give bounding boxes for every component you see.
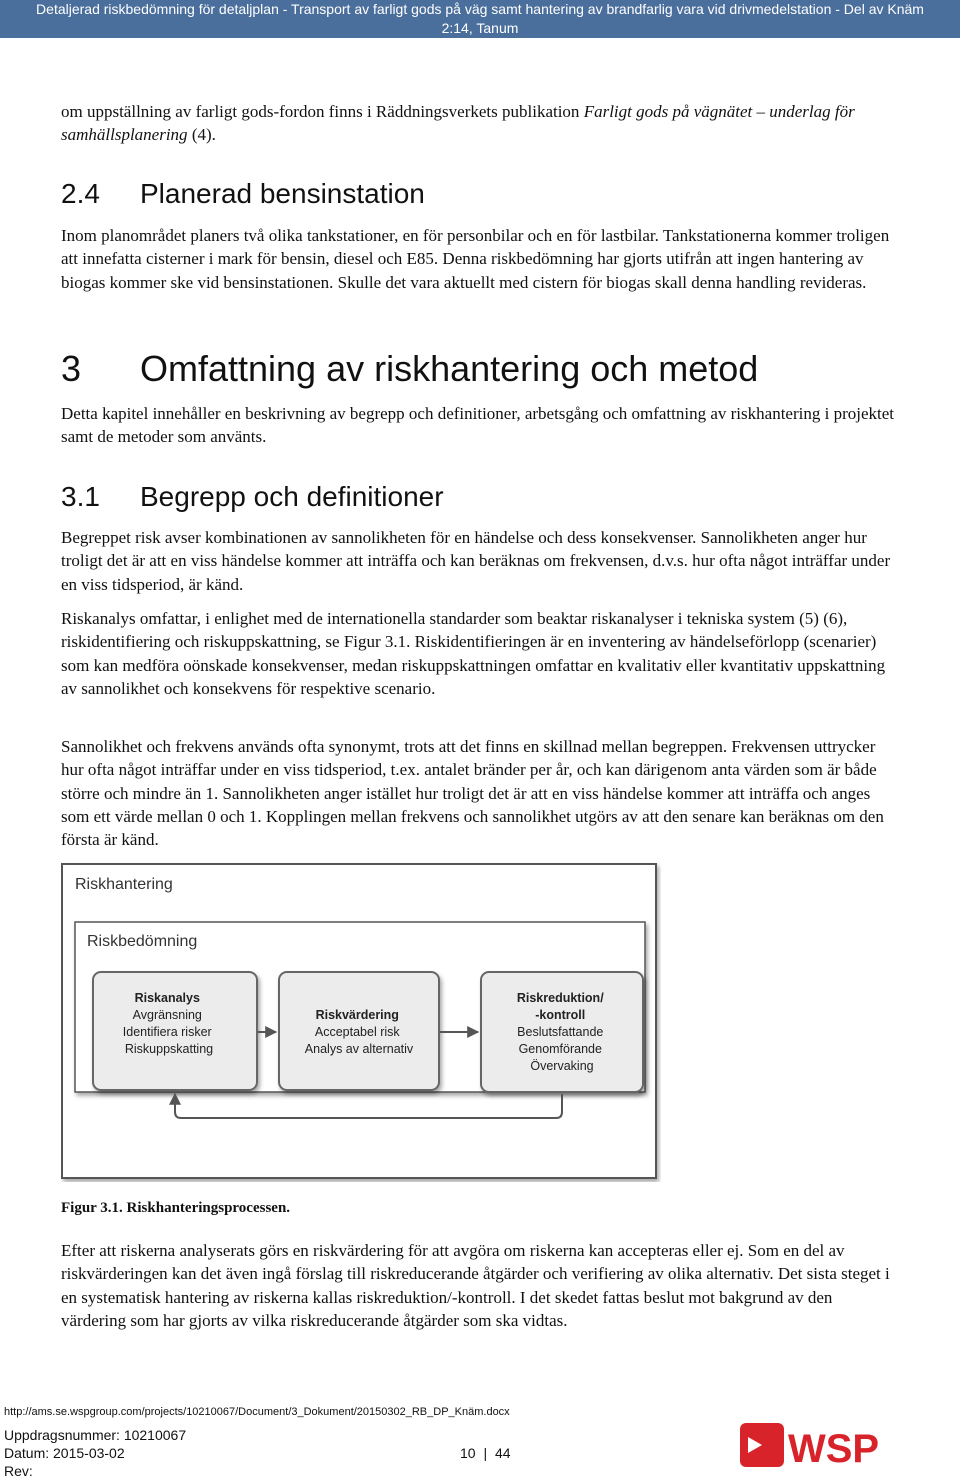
paragraph-3-1-b: Riskanalys omfattar, i enlighet med de internationella standarder som beaktar riskanalyser i tekniska system (5) (6), riskidentifiering och riskuppskattning, se Figur 3.1. Riskidentifieringen är en inventering av händelseförlopp (scenarier) som kan medföra oönskade konsekvenser, medan riskuppskattningen omfattar en kvalitativ eller kvantitativ uppskattning av sannolikhet och konsekvens för respektive scenario. xyxy=(61,609,886,698)
wsp-logo xyxy=(740,1415,900,1475)
paragraph-2-4: Inom planområdet planers två olika tankstationer, en för personbilar och en för lastbilar. Tankstationerna kommer troligen att innefatta cisterner i mark för bensin, diesel och E85. Denna riskbedömning har gjorts utifrån att ingen hantering av biogas kommer ske vid bensinstationen. Skulle det vara aktuellt med cistern för biogas skall denna handling revideras. xyxy=(61,226,890,292)
publication-title: Farligt gods på vägnätet – underlag för samhällsplanering xyxy=(61,102,855,145)
riskvardering-text: Riskvärdering Acceptabel risk Analys av alternativ xyxy=(304,1008,414,1056)
page-current: 10 xyxy=(460,1445,476,1461)
heading-3-1: 3.1 Begrepp och definitioner xyxy=(61,481,444,512)
footer-uppdragsnummer: Uppdragsnummer: 10210067 xyxy=(4,1427,187,1443)
footer-rev: Rev: xyxy=(4,1463,33,1479)
footer-url: http://ams.se.wspgroup.com/projects/10210067/Document/3_Dokument/20150302_RB_DP_Knäm.docx xyxy=(4,1406,510,1418)
header-subtitle: 2:14, Tanum xyxy=(441,20,519,36)
footer-datum: Datum: 2015-03-02 xyxy=(4,1445,125,1461)
riskbedomning-label: Riskbedömning xyxy=(87,933,198,950)
wsp-logo-text: WSP xyxy=(788,1427,880,1471)
header-title: Detaljerad riskbedömning för detaljplan - Transport av farligt gods på väg samt hantering av brandfarlig vara vid drivmedelstation - Del av Knäm xyxy=(36,1,924,17)
heading-3: 3 Omfattning av riskhantering och metod xyxy=(61,348,759,389)
page-number: 10 | 44 xyxy=(460,1445,511,1461)
paragraph-3-1-a: Begreppet risk avser kombinationen av sannolikheten för en händelse och dess konsekvenser. Sannolikheten anger hur troligt det är att en viss händelse kommer att inträffa och kan beräknas om frekvensen, d.v.s. hur ofta något inträffar under en viss tidsperiod, är känd. xyxy=(61,528,891,594)
intro-paragraph: om uppställning av farligt gods-fordon finns i Räddningsverkets publikation Farligt gods på vägnätet – underlag för samhällsplanering (4). xyxy=(61,102,855,145)
heading-2-4: 2.4 Planerad bensinstation xyxy=(61,178,425,209)
risk-management-figure xyxy=(61,862,661,1182)
paragraph-after-figure: Efter att riskerna analyserats görs en riskvärdering för att avgöra om riskerna kan accepteras eller ej. Som en del av riskvärderingen kan det även ingå förslag till riskreducerande åtgärder och verifiering av olika alternativ. Det sista steget i en systematisk hantering av riskerna kallas riskreduktion/-kontroll. I det skedet fattas beslut mot bakgrund av den värdering som har gjorts av vilka riskreducerande åtgärder som ska vidtas. xyxy=(61,1241,890,1330)
page-total: 44 xyxy=(495,1445,511,1461)
riskhantering-label: Riskhantering xyxy=(75,876,173,893)
figure-caption: Figur 3.1. Riskhanteringsprocessen. xyxy=(61,1200,291,1216)
paragraph-3-1-c: Sannolikhet och frekvens används ofta synonymt, trots att det finns en skillnad mellan begreppen. Frekvensen uttrycker hur ofta något inträffar under en viss tidsperiod, t.ex. antalet bränder per år, och kan därigenom anta värden som är både större och mindre än 1. Sannolikheten anger istället hur troligt det är att en viss händelse kommer att inträffa och anges som ett värde mellan 0 och 1. Kopplingen mellan frekvens och sannolikhet utgörs av att den senare kan beräknas om den första är känd. xyxy=(61,737,884,850)
riskreduktion-text: Riskreduktion/ -kontroll Beslutsfattande Genomförande Övervaking xyxy=(516,991,604,1073)
riskanalys-text: Riskanalys Avgränsning Identifiera risker Riskuppskatting xyxy=(122,991,214,1056)
document-header xyxy=(0,0,960,38)
paragraph-3: Detta kapitel innehåller en beskrivning av begrepp och definitioner, arbetsgång och omfattning av riskhantering i projektet samt de metoder som använts. xyxy=(61,404,894,447)
